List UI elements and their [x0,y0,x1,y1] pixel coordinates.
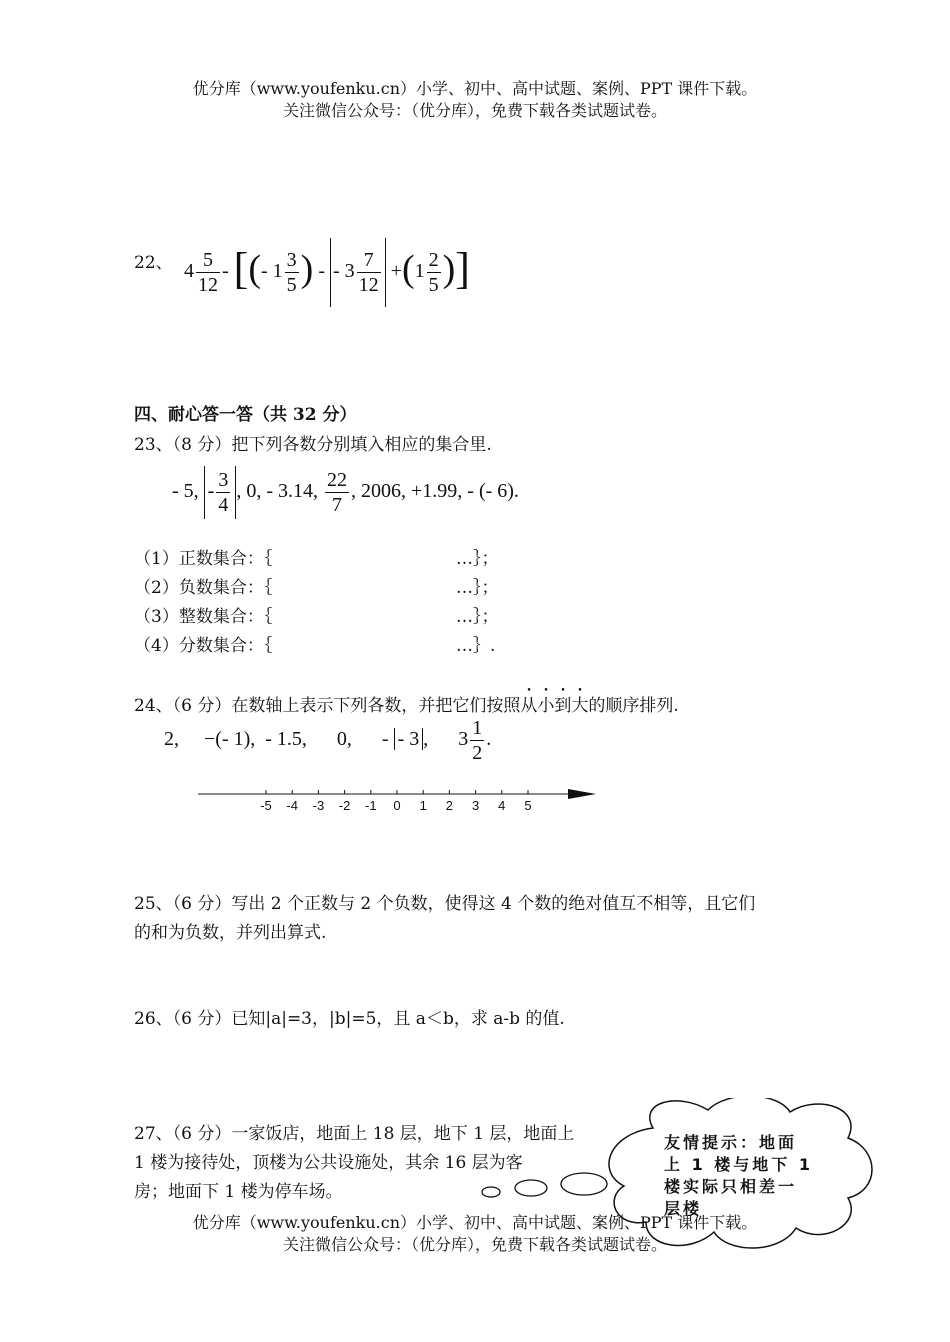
q23-fraction-3-4: $\frac{3}{4}$ [218,469,229,516]
number-line-tick-label: -4 [286,798,298,813]
section-four-title: 四、耐心答一答（共 32 分） [134,405,357,425]
q24-fraction-1-2: $\frac{1}{2}$ [472,717,483,764]
bubble-dot-small [482,1187,500,1197]
bubble-dot-large [561,1173,607,1195]
hint-line3: 楼实际只相差一 [664,1177,798,1196]
number-line-tick-label: -3 [312,798,325,813]
q27-line1: 27、（6 分）一家饭店，地面上 18 层，地下 1 层，地面上 [134,1124,575,1144]
q22-number: 22、 [134,253,173,273]
q23-fraction-22-7: $\frac{22}{7}$ [327,469,348,516]
number-line-labels [190,798,610,818]
page-footer-line1: 优分库（www.youfenku.cn）小学、初中、高中试题、案例、PPT 课件下载。 [192,1213,758,1232]
q23-numbers: - 5, - $\frac{3}{4}$ , 0, - 3.14, $\frac{22}{7}$ , 2006, +1.99, - (- 6). [172,466,519,519]
number-line-tick-label: -2 [338,798,351,813]
number-line-tick-label: 2 [445,798,454,813]
q27-line2: 1 楼为接待处，顶楼为公共设施处，其余 16 层为客 [134,1153,523,1173]
hint-line2: 上 1 楼与地下 1 [664,1155,813,1174]
q24-stem: 24、（6 分）在数轴上表示下列各数，并把它们按照从小到大的顺序排列. [134,696,679,716]
q22-fraction-4: $\frac{2}{5}$ [428,249,439,296]
number-line-tick-label: 0 [393,798,401,813]
hint-line4: 层楼 [664,1199,703,1218]
q22-whole: 4 [184,260,194,283]
q22-expression: 4 $\frac{5}{12}$ - [(- 1 $\frac{3}{5}$ ) - - 3 $\frac{7}{12}$ +(1 $\frac{2}{5}$ )] [184,238,470,307]
q23-stem: 23、（8 分）把下列各数分别填入相应的集合里. [134,435,492,455]
number-line-tick-label: -5 [260,798,272,813]
q23-set-integer-label: （3）整数集合：｛ [134,607,273,627]
number-line-tick-label: 1 [419,798,427,813]
q27-line3: 房；地面下 1 楼为停车场。 [134,1182,343,1202]
q25-line2: 的和为负数，并列出算式. [134,923,327,943]
bubble-dot-medium [515,1180,547,1196]
q23-set-fraction-tail: …｝. [456,636,496,656]
q23-set-positive-tail: …｝； [456,549,499,569]
q22-fraction-1: $\frac{5}{12}$ [198,249,218,296]
q22-fraction-3: $\frac{7}{12}$ [358,249,379,296]
q23-set-positive-label: （1）正数集合：｛ [134,549,273,569]
hint-line1: 友情提示：地面 [664,1133,798,1152]
q24-emphasis: 从小到大 [520,696,589,716]
number-line-tick-label: 4 [498,798,506,813]
number-line-tick-label: 3 [471,798,480,813]
page-header-line2: 关注微信公众号：（优分库），免费下载各类试题试卷。 [282,101,667,120]
page-footer-line2: 关注微信公众号：（优分库），免费下载各类试题试卷。 [282,1235,667,1254]
q24-numbers: 2, −(- 1), - 1.5, 0, - - 3 , 3 $\frac{1}{2}$ . [164,717,492,764]
q22-fraction-2: $\frac{3}{5}$ [286,249,297,296]
q25-line1: 25、（6 分）写出 2 个正数与 2 个负数，使得这 4 个数的绝对值互不相等，且它们 [134,894,756,914]
q23-set-negative-label: （2）负数集合：｛ [134,578,273,598]
q23-set-fraction-label: （4）分数集合：｛ [134,636,273,656]
q23-set-negative-tail: …｝； [456,578,499,598]
q23-set-integer-tail: …｝； [456,607,499,627]
q26-text: 26、（6 分）已知|a|=3，|b|=5，且 a＜b，求 a-b 的值. [134,1009,565,1029]
number-line-tick-label: 5 [524,798,532,813]
number-line-tick-label: -1 [365,798,377,813]
page-header-line1: 优分库（www.youfenku.cn）小学、初中、高中试题、案例、PPT 课件下载。 [192,79,758,98]
